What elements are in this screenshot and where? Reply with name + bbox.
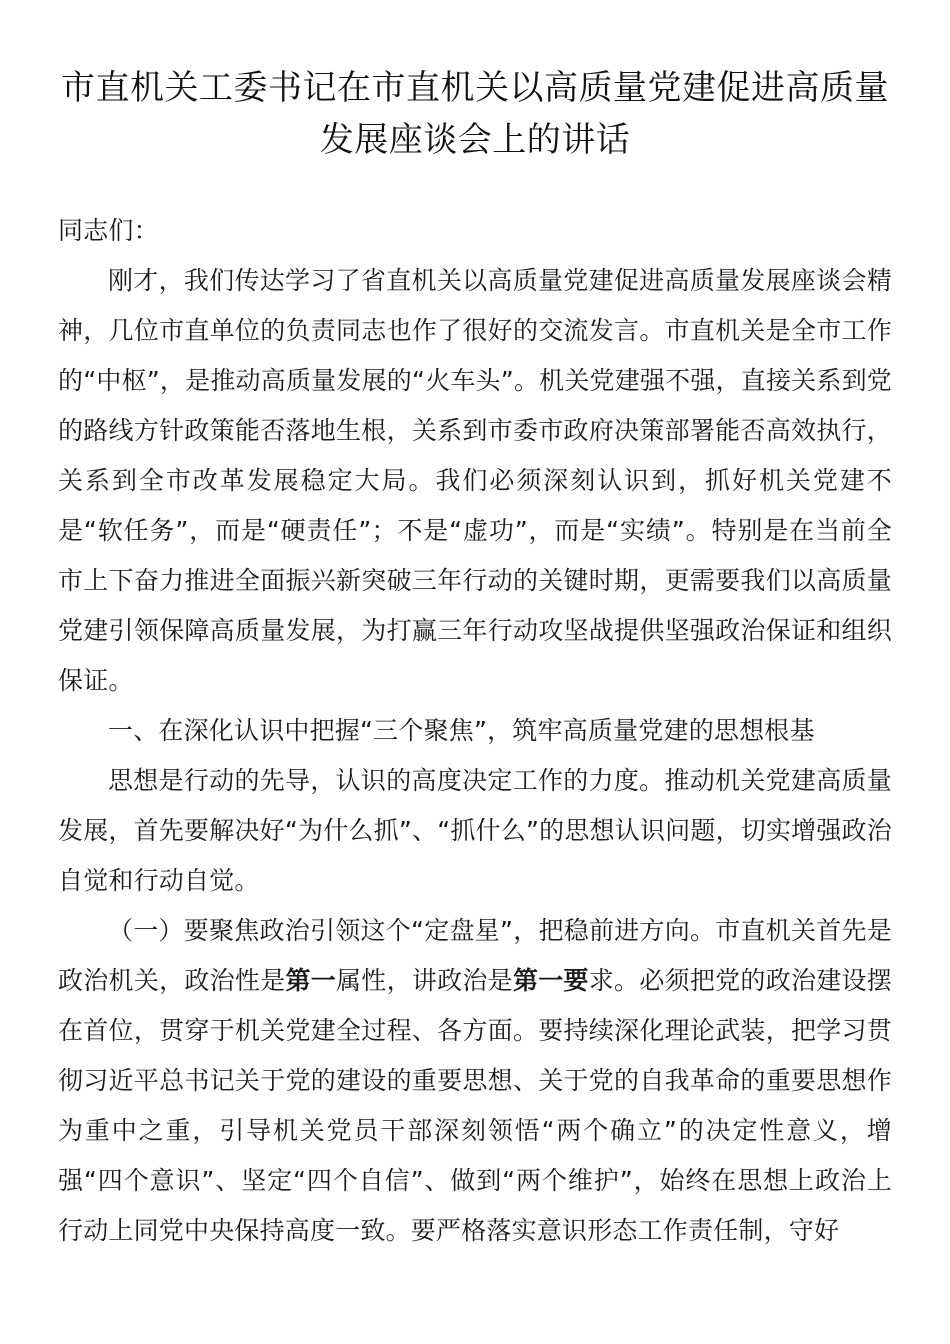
subsection-1-text-a: （一）要聚焦政治引领这个“定盘星”，把稳前进方向。市直机关首先是政治机关，政治性是 xyxy=(58,916,892,995)
paragraph-intro: 刚才，我们传达学习了省直机关以高质量党建促进高质量发展座谈会精神，几位市直单位的负责同志也作了很好的交流发言。市直机关是全市工作的“中枢”，是推动高质量发展的“火车头”。机关党建强不强，直接关系到党的路线方针政策能否落地生根，关系到市委市政府决策部署能否高效执行，关系到全市改革发展稳定大局。我们必须深刻认识到，抓好机关党建不是“软任务”，而是“硬责任”；不是“虚功”，而是“实绩”。特别是在当前全市上下奋力推进全面振兴新突破三年行动的关键时期，更需要我们以高质量党建引领保障高质量发展，为打赢三年行动攻坚战提供坚强政治保证和组织保证。 xyxy=(58,266,892,695)
salutation: 同志们： xyxy=(58,216,159,245)
subsection-1-bold-b: 第一要 xyxy=(512,966,589,995)
subsection-1-bold-a: 第一 xyxy=(285,966,337,995)
paragraph-section-1: 思想是行动的先导，认识的高度决定工作的力度。推动机关党建高质量发展，首先要解决好“为什么抓”、“抓什么”的思想认识问题，切实增强政治自觉和行动自觉。 xyxy=(58,766,892,895)
subsection-1-text-b: 属性，讲政治是 xyxy=(336,966,513,995)
paragraph-subsection-1 xyxy=(58,906,892,1256)
section-heading-1: 一、在深化认识中把握“三个聚焦”，筑牢高质量党建的思想根基 xyxy=(108,716,815,745)
subsection-1-text-c: 求。必须把党的政治建设摆在首位，贯穿于机关党建全过程、各方面。要持续深化理论武装，把学习贯彻习近平总书记关于党的建设的重要思想、关于党的自我革命的重要思想作为重中之重，引导机关党员干部深刻领悟“两个确立”的决定性意义，增强“四个意识”、坚定“四个自信”、做到“两个维护”，始终在思想上政治上行动上同党中央保持高度一致。要严格落实意识形态工作责任制，守好 xyxy=(58,966,892,1245)
document-body xyxy=(58,206,892,1256)
document-title: 市直机关工委书记在市直机关以高质量党建促进高质量发展座谈会上的讲话 xyxy=(61,68,889,160)
